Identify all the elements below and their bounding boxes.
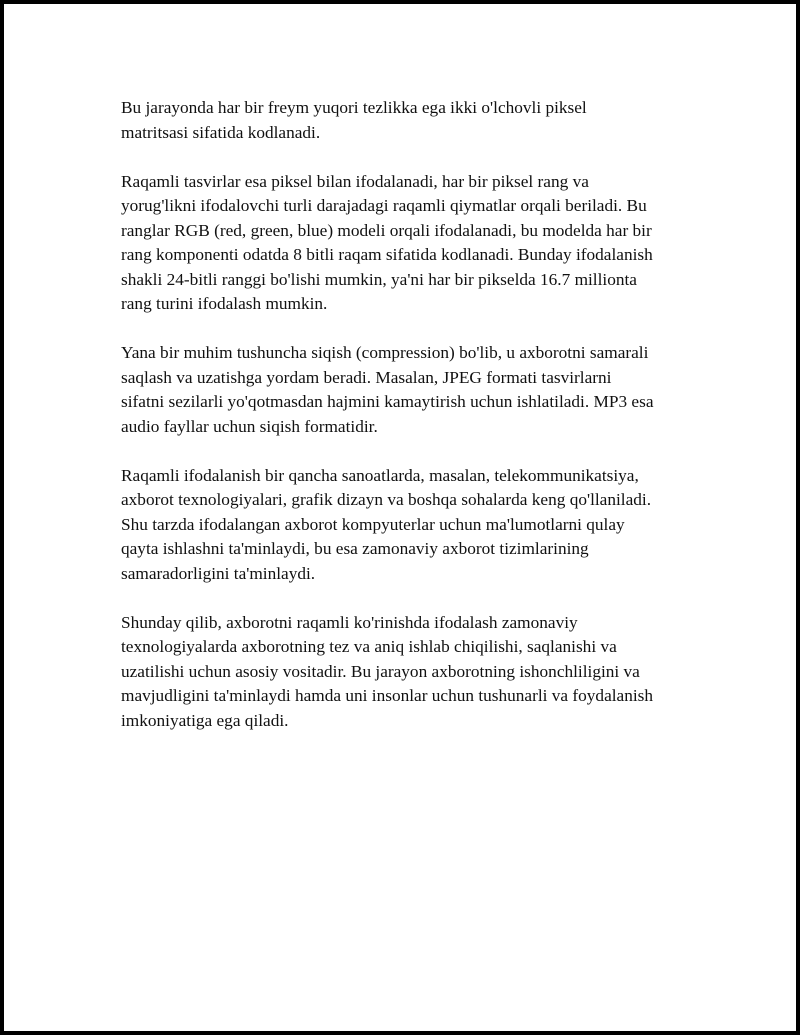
text-line: Bu jarayonda har bir freym yuqori tezlikka ega ikki o'lchovli piksel [121,98,587,117]
text-line: samaradorligini ta'minlaydi. [121,563,316,583]
text-line: mavjudligini ta'minlaydi hamda uni insonlar uchun tushunarli va foydalanish [121,686,654,705]
paragraph-3 [121,341,696,439]
document-body [121,96,696,758]
text-line: audio fayllar uchun siqish formatidir. [121,416,378,436]
paragraph-4 [121,464,696,587]
text-line: Shunday qilib, axborotni raqamli ko'rinishda ifodalash zamonaviy [121,612,578,632]
text-line: rang turini ifodalash mumkin. [121,294,328,313]
text-line: sifatni sezilarli yo'qotmasdan hajmini kamaytirish uchun ishlatiladi. MP3 esa [121,392,654,411]
text-line: qayta ishlashni ta'minlaydi, bu esa zamonaviy axborot tizimlarining [121,539,589,558]
text-line: matritsasi sifatida kodlanadi. [121,122,321,142]
text-line: Raqamli ifodalanish bir qancha sanoatlarda, masalan, telekommunikatsiya, [121,465,639,485]
text-line: rang komponenti odatda 8 bitli raqam sifatida kodlanadi. Bunday ifodalanish [121,245,653,264]
text-line: ranglar RGB (red, green, blue) modeli orqali ifodalanadi, bu modelda har bir [121,220,652,240]
text-line: axborot texnologiyalari, grafik dizayn va boshqa sohalarda keng qo'llaniladi. [121,490,652,509]
paragraph-1 [121,96,696,145]
text-line: Yana bir muhim tushuncha siqish (compression) bo'lib, u axborotni samarali [121,343,649,362]
text-line: saqlash va uzatishga yordam beradi. Masalan, JPEG formati tasvirlarni [121,367,612,387]
text-line: texnologiyalarda axborotning tez va aniq ishlab chiqilishi, saqlanishi va [121,637,617,656]
text-line: imkoniyatiga ega qiladi. [121,710,289,730]
text-line: yorug'likni ifodalovchi turli darajadagi raqamli qiymatlar orqali beriladi. Bu [121,196,647,215]
text-line: shakli 24-bitli ranggi bo'lishi mumkin, ya'ni har bir pikselda 16.7 millionta [121,269,637,289]
paragraph-2 [121,170,696,317]
paragraph-5 [121,611,696,734]
text-line: Shu tarzda ifodalangan axborot kompyuterlar uchun ma'lumotlarni qulay [121,514,625,534]
text-line: Raqamli tasvirlar esa piksel bilan ifodalanadi, har bir piksel rang va [121,171,589,191]
text-line: uzatilishi uchun asosiy vositadir. Bu jarayon axborotning ishonchliligini va [121,661,640,681]
